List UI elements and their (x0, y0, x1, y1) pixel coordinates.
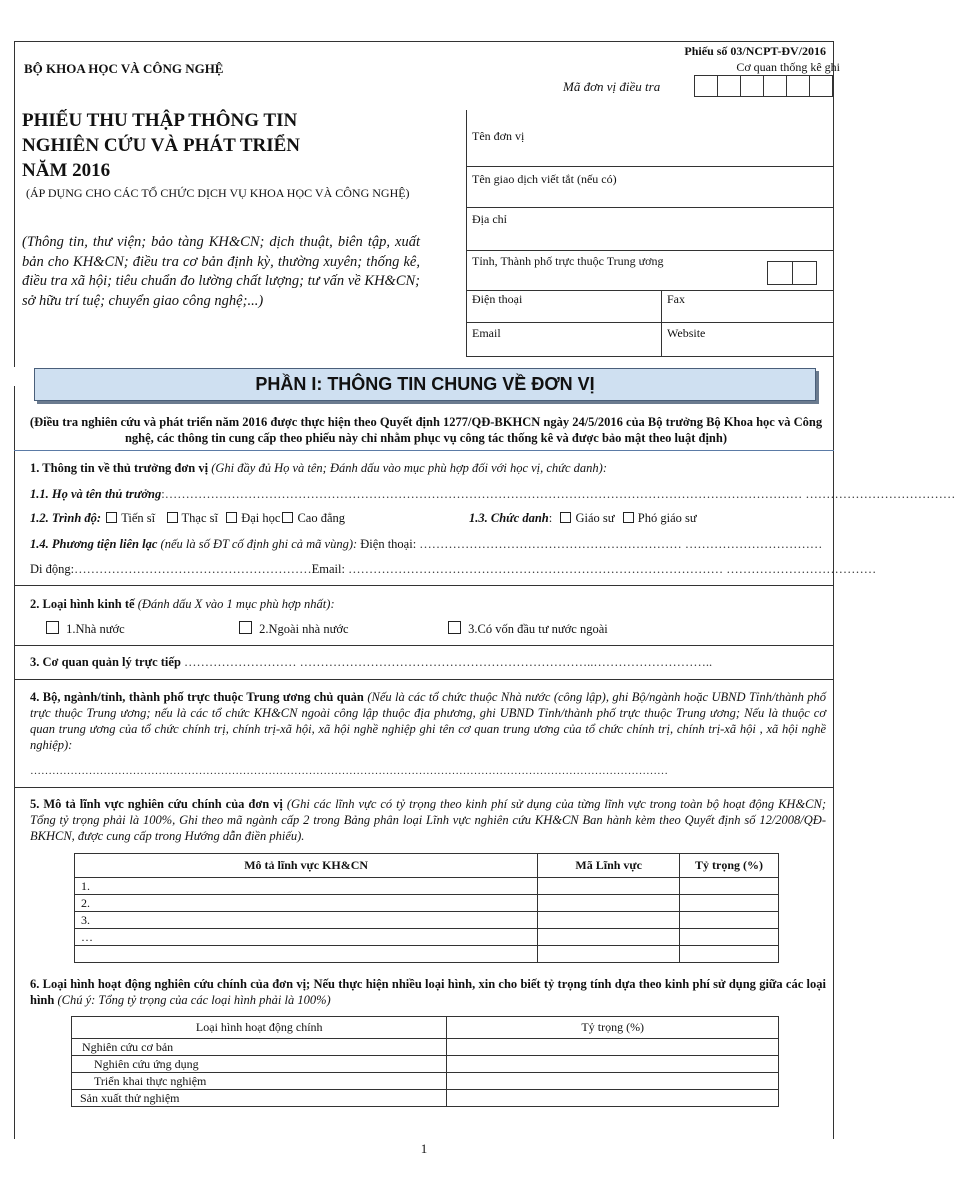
table-cell[interactable]: … (75, 929, 538, 946)
table-cell[interactable] (680, 878, 779, 895)
degree-option: Đại học (241, 511, 281, 525)
table-row (72, 1073, 779, 1090)
table-cell[interactable] (447, 1090, 779, 1107)
table-row (75, 912, 779, 929)
table-cell[interactable] (680, 895, 779, 912)
table-cell[interactable] (538, 895, 680, 912)
degree-option: Thạc sĩ (181, 511, 218, 525)
q1-mobile-row (30, 562, 876, 577)
agency-note: Cơ quan thống kê ghi (736, 60, 840, 74)
email-field[interactable]: ……………………………………………………………………………… ……………………………… (344, 562, 877, 576)
frame-left-top (14, 41, 15, 367)
province-code-boxes[interactable] (767, 261, 817, 285)
table-row (72, 1039, 779, 1056)
frame-top (14, 41, 834, 42)
scope-note: (Thông tin, thư viện; bảo tàng KH&CN; dịch thuật, biên tập, xuất bản cho KH&CN; điều tra cơ bản định kỳ, thường xuyên; thống kê, điều tra xã hội; tiêu chuẩn đo lường chất lượng; tư vấn về KH&CN; sở hữu trí tuệ; chuyển giao công nghệ;...) (22, 234, 420, 309)
q1-mobile-label: Di động: (30, 562, 75, 576)
table-cell[interactable] (447, 1056, 779, 1073)
table-cell[interactable] (538, 946, 680, 963)
divider (661, 290, 662, 356)
table-row (75, 946, 779, 963)
code-box[interactable] (763, 75, 786, 97)
q1-contact-note: (nếu là số ĐT cố định ghi cả mã vùng): (160, 537, 358, 551)
email-label: Email (472, 326, 501, 340)
economic-type-checkbox[interactable] (46, 621, 59, 634)
q1-contact-label: 1.4. Phương tiện liên lạc (30, 537, 158, 551)
divider (14, 585, 834, 586)
table-cell[interactable] (680, 929, 779, 946)
divider (466, 250, 833, 251)
divider (466, 207, 833, 208)
form-number: Phiếu số 03/NCPT-ĐV/2016 (684, 44, 826, 58)
mobile-field[interactable]: ………………………………………………… (74, 562, 312, 576)
unit-code-boxes[interactable] (694, 75, 833, 97)
q1-contact-row (30, 537, 822, 552)
form-subtitle: (ÁP DỤNG CHO CÁC TỔ CHỨC DỊCH VỤ KHOA HỌC VÀ CÔNG NGHỆ) (26, 186, 410, 200)
divider (466, 290, 833, 291)
q5-note: (Ghi các lĩnh vực có tỷ trọng theo kinh phí sử dụng của từng lĩnh vực trong toàn bộ hoạt động KH&CN; Tổng tỷ trọng phải là 100%, Ghi theo mã ngành cấp 2 trong Bảng phân loại Lĩnh vực nghiên cứu KH&CN Ban hành kèm theo Quyết định số 12/2008/QĐ-BKHCN, được cung cấp trong Hướng dẫn điền phiếu). (30, 797, 827, 843)
phone-field[interactable]: ……………………………………………………… …………………………… (419, 537, 823, 551)
q6-block (30, 976, 826, 1008)
degree-checkbox[interactable] (167, 512, 178, 523)
table-cell[interactable] (538, 929, 680, 946)
title-line-1: PHIẾU THU THẬP THÔNG TIN (22, 110, 298, 131)
divider (14, 450, 834, 451)
q1-title-row: 1.3. Chức danh: Giáo sư Phó giáo sư (469, 511, 697, 525)
divider (466, 322, 833, 323)
q3-title: 3. Cơ quan quản lý trực tiếp (30, 655, 181, 669)
divider (466, 356, 833, 357)
table-cell[interactable]: 1. (75, 878, 538, 895)
economic-type-checkbox[interactable] (239, 621, 252, 634)
unit-name-label: Tên đơn vị (472, 129, 525, 143)
table-cell[interactable] (538, 912, 680, 929)
q4-block (30, 689, 826, 753)
q6-table (71, 1016, 779, 1107)
q1-note: (Ghi đầy đủ Họ và tên; Đánh dấu vào mục phù hợp đối với học vị, chức danh): (211, 461, 607, 475)
q1-title-label: 1.3. Chức danh (469, 511, 549, 525)
table-cell[interactable]: 2. (75, 895, 538, 912)
q1-name-row (30, 487, 955, 502)
table-cell: Triển khai thực nghiệm (72, 1073, 447, 1090)
website-label: Website (667, 326, 706, 340)
table-row (75, 878, 779, 895)
q2-heading (30, 597, 335, 612)
table-cell[interactable] (680, 946, 779, 963)
q5-title: 5. Mô tả lĩnh vực nghiên cứu chính của đơn vị (30, 797, 283, 811)
q6-note: (Chú ý: Tổng tỷ trọng của các loại hình phải là 100%) (57, 993, 331, 1007)
divider (14, 679, 834, 680)
degree-checkbox[interactable] (282, 512, 293, 523)
q1-degree-label: 1.2. Trình độ: (30, 511, 102, 525)
table-row (72, 1090, 779, 1107)
economic-type-label: 2.Ngoài nhà nước (259, 622, 349, 636)
table-cell: Nghiên cứu ứng dụng (72, 1056, 447, 1073)
form-title (22, 108, 300, 183)
q3-field[interactable]: ……………………… ……………………………………………………………..……………………….. (184, 655, 713, 669)
q4-field[interactable]: ………………………………………………………………………………………………………………………………………………………… (30, 765, 668, 777)
table-cell[interactable]: 3. (75, 912, 538, 929)
code-box[interactable] (740, 75, 763, 97)
legal-note: (Điều tra nghiên cứu và phát triển năm 2016 được thực hiện theo Quyết định 1277/QĐ-BKHCN ngày 24/5/2016 của Bộ trưởng Bộ Khoa học và Công nghệ, các thông tin cung cấp theo phiếu này chỉ nhằm phục vụ công tác thống kê và được bảo mật theo luật định) (29, 415, 823, 445)
table-cell: Sản xuất thử nghiệm (72, 1090, 447, 1107)
q1-title: 1. Thông tin về thủ trưởng đơn vị (30, 461, 209, 475)
q5-block (30, 796, 826, 844)
unit-code-label: Mã đơn vị điều tra (563, 79, 661, 94)
q2-option-3[interactable] (446, 621, 608, 637)
title-line-2: NGHIÊN CỨU VÀ PHÁT TRIỂN (22, 135, 301, 156)
degree-option: Tiến sĩ (121, 511, 156, 525)
fax-label: Fax (667, 292, 685, 306)
economic-type-checkbox[interactable] (448, 621, 461, 634)
q1-name-label: 1.1. Họ và tên thủ trưởng (30, 487, 162, 501)
name-field[interactable]: :……………………………………………………………………………………………………………………………………… ……………………………… (161, 487, 955, 501)
divider (466, 166, 833, 167)
q1-heading (30, 461, 607, 476)
column-header: Tỷ trọng (%) (447, 1017, 779, 1039)
table-header-row (72, 1017, 779, 1039)
q1-degree-row (30, 511, 345, 526)
academic-title-option: Phó giáo sư (637, 511, 697, 525)
table-row (72, 1056, 779, 1073)
academic-title-option: Giáo sư (575, 511, 615, 525)
divider (14, 787, 834, 788)
code-box[interactable] (767, 261, 792, 285)
degree-checkbox[interactable] (106, 512, 117, 523)
academic-title-checkbox[interactable] (623, 512, 634, 523)
q2-option-1[interactable] (44, 621, 125, 637)
q2-note: (Đánh dấu X vào 1 mục phù hợp nhất): (137, 597, 335, 611)
table-cell[interactable] (538, 878, 680, 895)
divider (14, 645, 834, 646)
code-box[interactable] (809, 75, 833, 97)
divider (466, 110, 467, 356)
q2-option-2[interactable] (237, 621, 349, 637)
q4-note: (Nếu là các tổ chức thuộc Nhà nước (công lập), ghi Bộ/ngành hoặc UBND Tỉnh/thành phố trực thuộc Trung ương; nếu là các tổ chức KH&CN ngoài công lập thuộc địa phương, ghi UBND Tỉnh/thành phố trực thuộc Trung ương; Nếu là thuộc cơ quan trung ương của tổ chức chính trị, chính trị-xã hội, xã hội nghề nghiệp ghi tên cơ quan trung ương của tổ chức chính trị, chính trị-xã hội , xã hội nghề nghiệp): (30, 690, 826, 752)
code-box[interactable] (792, 261, 818, 285)
table-row (75, 895, 779, 912)
province-label: Tỉnh, Thành phố trực thuộc Trung ương (472, 254, 664, 268)
academic-title-checkbox[interactable] (560, 512, 571, 523)
degree-checkbox[interactable] (226, 512, 237, 523)
q2-title: 2. Loại hình kinh tế (30, 597, 135, 611)
frame-right (833, 41, 834, 1139)
phone-label: Điện thoại (472, 292, 523, 306)
column-header: Mã Lĩnh vực (538, 854, 680, 878)
page-number: 1 (420, 1141, 428, 1156)
title-line-3: NĂM 2016 (22, 160, 111, 181)
unit-abbrev-label: Tên giao dịch viết tắt (nếu có) (472, 172, 617, 186)
column-header: Mô tả lĩnh vực KH&CN (75, 854, 538, 878)
table-row (75, 929, 779, 946)
ministry-name: BỘ KHOA HỌC VÀ CÔNG NGHỆ (24, 61, 224, 76)
column-header: Loại hình hoạt động chính (72, 1017, 447, 1039)
q4-title: 4. Bộ, ngành/tỉnh, thành phố trực thuộc Trung ương chủ quản (30, 690, 364, 704)
degree-option: Cao đẳng (297, 511, 346, 525)
frame-left-bottom (14, 386, 15, 1139)
address-label: Địa chỉ (472, 212, 507, 226)
table-cell[interactable] (680, 912, 779, 929)
table-cell[interactable] (447, 1039, 779, 1056)
section-1-title: PHẦN I: THÔNG TIN CHUNG VỀ ĐƠN VỊ (34, 368, 816, 401)
economic-type-label: 1.Nhà nước (66, 622, 125, 636)
economic-type-label: 3.Có vốn đầu tư nước ngoài (468, 622, 608, 636)
column-header: Tỷ trọng (%) (680, 854, 779, 878)
q5-table (74, 853, 779, 963)
q6-title: 6. Loại hình hoạt động nghiên cứu chính của đơn vị; Nếu thực hiện nhiều loại hình, xin cho biết tỷ trọng tính dựa theo kinh phí sử dụng giữa các loại hình (30, 977, 826, 1007)
table-cell[interactable] (447, 1073, 779, 1090)
q1-phone-label: Điện thoại: (360, 537, 417, 551)
q3-row (30, 655, 712, 670)
table-header-row (75, 854, 779, 878)
q1-email-label: Email: (311, 562, 345, 576)
code-box[interactable] (717, 75, 740, 97)
code-box[interactable] (694, 75, 717, 97)
table-cell: Nghiên cứu cơ bản (72, 1039, 447, 1056)
table-cell[interactable] (75, 946, 538, 963)
code-box[interactable] (786, 75, 809, 97)
